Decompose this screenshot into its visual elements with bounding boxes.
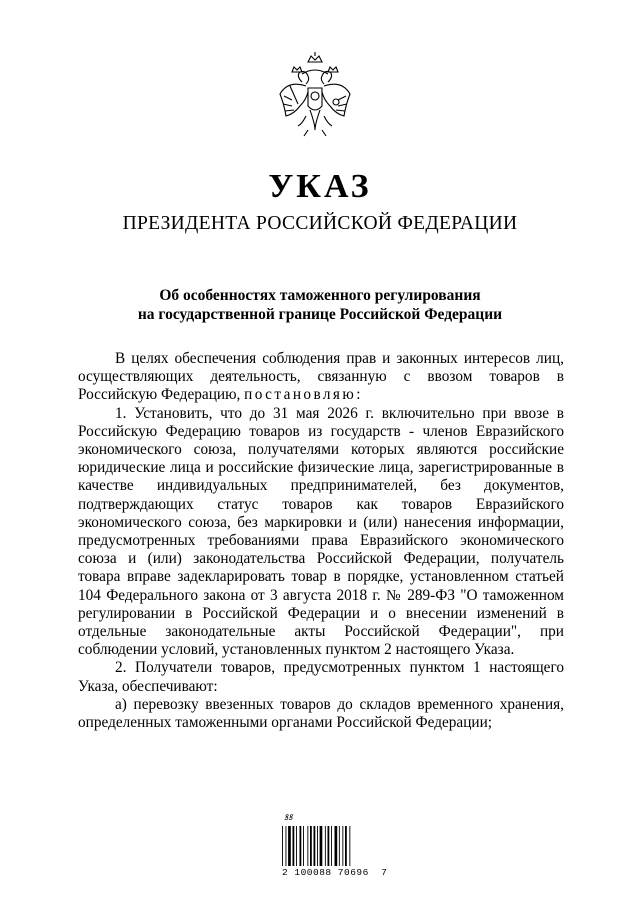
heading-line-2: на государственной границе Российской Федерации	[137, 306, 503, 323]
heading-line-1: Об особенностях таможенного регулирования	[159, 287, 481, 304]
document-title: УКАЗ	[268, 168, 372, 205]
barcode-number: 2 100088 70696 7	[282, 867, 388, 878]
barcode-mark: ꝸꝸ	[284, 813, 293, 822]
decree-heading	[0, 286, 640, 324]
preamble-decree-word: постановляю	[244, 386, 357, 404]
decree-body	[78, 350, 564, 732]
paragraph-1: 1. Установить, что до 31 мая 2026 г. включительно при ввозе в Российскую Федерацию товаров из государств - членов Евразийского экономического союза, получателями которых являются российские юридические лица и российские физические лица, зарегистрированные в качестве индивидуальных предпринимателей, без документов, подтверждающих статус товаров как товаров Евразийского экономического союза, без маркировки и (или) нанесения информации, предусмотренных требованиями права Евразийского экономического союза и (или) законодательства Российской Федерации, получатель товара вправе задекларировать товар в порядке, установленном статьей 104 Федерального закона от 3 августа 2018 г. № 289-ФЗ "О таможенном регулировании в Российской Федерации и о внесении изменений в отдельные законодательные акты Российской Федерации", при соблюдении условий, установленных пунктом 2 настоящего Указа.	[78, 404, 564, 659]
paragraph-2a: а) перевозку ввезенных товаров до складов временного хранения, определенных таможенными органами Российской Федерации;	[78, 695, 564, 732]
paragraph-2: 2. Получатели товаров, предусмотренных пунктом 1 настоящего Указа, обеспечивают:	[78, 659, 564, 695]
document-subtitle: ПРЕЗИДЕНТА РОССИЙСКОЙ ФЕДЕРАЦИИ	[122, 213, 518, 234]
coat-of-arms-icon	[272, 48, 358, 144]
preamble-colon: :	[356, 386, 361, 404]
preamble-text: В целях обеспечения соблюдения прав и законных интересов лиц, осуществляющих деятельность, связанную с ввозом товаров в Российскую Федерацию,	[78, 350, 564, 404]
preamble-paragraph	[78, 350, 564, 405]
